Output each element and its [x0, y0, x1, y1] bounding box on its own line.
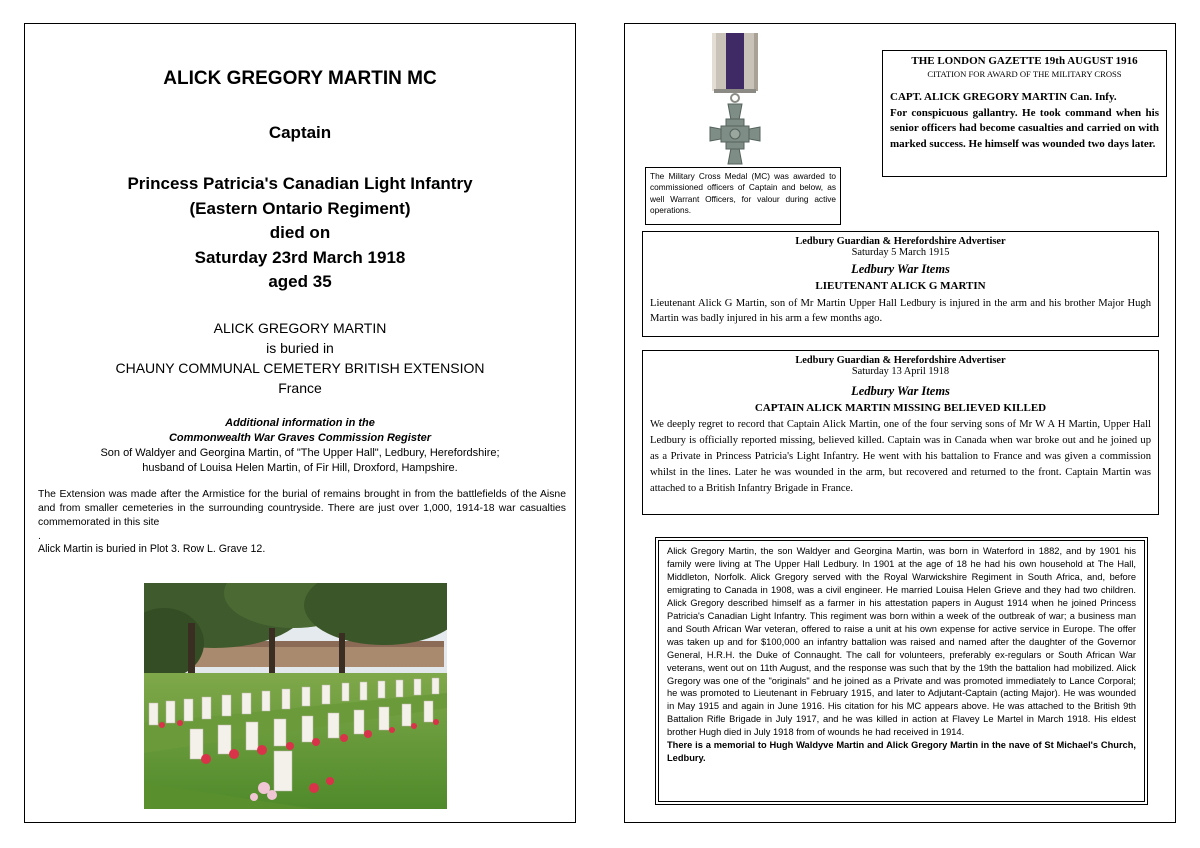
left-page	[24, 23, 576, 823]
newspaper-heading: Ledbury War Items	[851, 262, 950, 276]
cemetery-photo-graphic	[144, 583, 447, 809]
plot-text: Alick Martin is buried in Plot 3. Row L. Grave 12.	[38, 543, 266, 555]
cwgc-heading-1: Additional information in the	[225, 417, 375, 429]
regiment-line-2: (Eastern Ontario Regiment)	[189, 198, 411, 218]
gazette-subtitle: CITATION FOR AWARD OF THE MILITARY CROSS	[927, 69, 1122, 79]
newspaper-clipping-1918	[642, 350, 1159, 515]
medal-caption: The Military Cross Medal (MC) was awarded to commissioned officers of Captain and below, as well Warrant Officers, for valour during active operations.	[645, 167, 841, 225]
page-title: ALICK GREGORY MARTIN MC	[163, 68, 437, 89]
regiment-line-1: Princess Patricia's Canadian Light Infantry	[127, 174, 473, 193]
newspaper-date: Saturday 13 April 1918	[851, 366, 950, 377]
biography-box	[655, 537, 1148, 805]
burial-block	[25, 318, 575, 398]
newspaper-body: We deeply regret to record that Captain Alick Martin, one of the four serving sons of Mr W A H Martin, Upper Hall Ledbury is officially reported missing, believed killed. Captain was in Canada when war broke out and he joined up as a Private in Princess Patricia's Light Infantry. He went with his battalion to France and was given a commission whilst in the lines. Later he was wounded in the arm, but recovered and returned to the front. Captain Martin was attached to a British Infantry Brigade in France.	[650, 419, 1151, 494]
military-cross-medal-graphic	[701, 30, 771, 170]
cwgc-info	[25, 416, 575, 476]
cwgc-heading-2: Commonwealth War Graves Commission Register	[168, 432, 432, 444]
gazette-body	[890, 90, 1159, 152]
biography-text: Alick Gregory Martin, the son Waldyer and Georgina Martin, was born in Waterford in 1882, and by 1901 his family were living at The Upper Hall Ledbury. In 1901 at the age of 18 he had his own household at The Hall, Middleton, Norfolk. Alick Gregory served with the Royal Warwickshire Regiment in South Africa, and, before emigrating to Canada in 1908, was a civil engineer. He married Louisa Helen Grieve and they had two children. Alick Gregory described himself as a farmer in his attestation papers in August 1914 when he joined Princess Patricia's Canadian Light Infantry. This regiment was born within a week of the outbreak of war; a business man and South African War veteran, offered to raise a unit at his own expense for active service in Europe. The offer was taken up and for $100,000 an infantry battalion was raised and named after the daughter of the Governor General, H.R.H. the Duke of Connaught. The call for volunteers, preferably ex-regulars or South African War veterans, went out on 11th August, and the response was such that by the 19th the battalion had mobilized. Alick Gregory was one of the "originals" and he joined as a Private and was promoted immediately to Lance Corporal; he was promoted to Lieutenant in February 1915, and later to Adjutant-Captain (acting Major). He was wounded in May 1915 and again in June 1916. His citation for his MC appears above. He was attached to the British 9th Battalion Rifle Brigade in July 1917, and he was killed in action at Flavey Le Martel in March 1918. His eldest brother Hugh died in July 1918 from of wounds he had received in 1914.	[667, 546, 1136, 738]
gazette-citation-box	[882, 50, 1167, 177]
newspaper-subheading: LIEUTENANT ALICK G MARTIN	[815, 280, 986, 292]
military-cross-medal-image	[701, 30, 771, 170]
right-page	[624, 23, 1176, 823]
newspaper-body: Lieutenant Alick G Martin, son of Mr Martin Upper Hall Ledbury is injured in the arm and his brother Major Hugh Martin was badly injured in his arm a few months ago.	[650, 298, 1151, 325]
newspaper-subheading: CAPTAIN ALICK MARTIN MISSING BELIEVED KILLED	[754, 402, 1047, 414]
newspaper-name: Ledbury Guardian & Herefordshire Advertiser	[795, 236, 1006, 247]
cwgc-line-2: husband of Louisa Helen Martin, of Fir Hill, Droxford, Hampshire.	[142, 462, 458, 474]
newspaper-date: Saturday 5 March 1915	[851, 247, 950, 258]
country: France	[278, 380, 322, 396]
died-on-label: died on	[269, 223, 331, 242]
death-date: Saturday 23rd March 1918	[194, 247, 406, 267]
gazette-title: THE LONDON GAZETTE 19th AUGUST 1916	[911, 55, 1138, 67]
gazette-name: CAPT. ALICK GREGORY MARTIN Can. Infy.	[890, 91, 1117, 103]
cwgc-line-1: Son of Waldyer and Georgina Martin, of "The Upper Hall", Ledbury, Herefordshire;	[100, 447, 500, 459]
newspaper-name: Ledbury Guardian & Herefordshire Advertiser	[795, 355, 1006, 366]
burial-name: ALICK GREGORY MARTIN	[213, 320, 387, 336]
age: aged 35	[268, 272, 332, 291]
is-buried-in: is buried in	[266, 340, 334, 356]
memorial-note: There is a memorial to Hugh Waldyve Martin and Alick Gregory Martin in the nave of St Michael's Church, Ledbury.	[667, 740, 1136, 764]
extension-text: The Extension was made after the Armistice for the burial of remains brought in from the battlefields of the Aisne and from smaller cemeteries in the surrounding countryside. There are just over 1,000, 1914-18 war casualties commemorated in this site	[38, 489, 566, 528]
cemetery-photo	[144, 583, 447, 809]
newspaper-clipping-1915	[642, 231, 1159, 337]
biography-inner	[658, 540, 1145, 802]
rank: Captain	[268, 123, 332, 142]
extension-dot: .	[38, 531, 41, 542]
extension-description	[38, 488, 566, 544]
cemetery-name: CHAUNY COMMUNAL CEMETERY BRITISH EXTENSION	[115, 360, 485, 376]
gazette-citation: For conspicuous gallantry. He took command when his senior officers had become casualties and carried on with marked success. He himself was wounded two days later.	[890, 106, 1159, 150]
regiment-block	[25, 172, 575, 295]
newspaper-heading: Ledbury War Items	[851, 384, 950, 398]
